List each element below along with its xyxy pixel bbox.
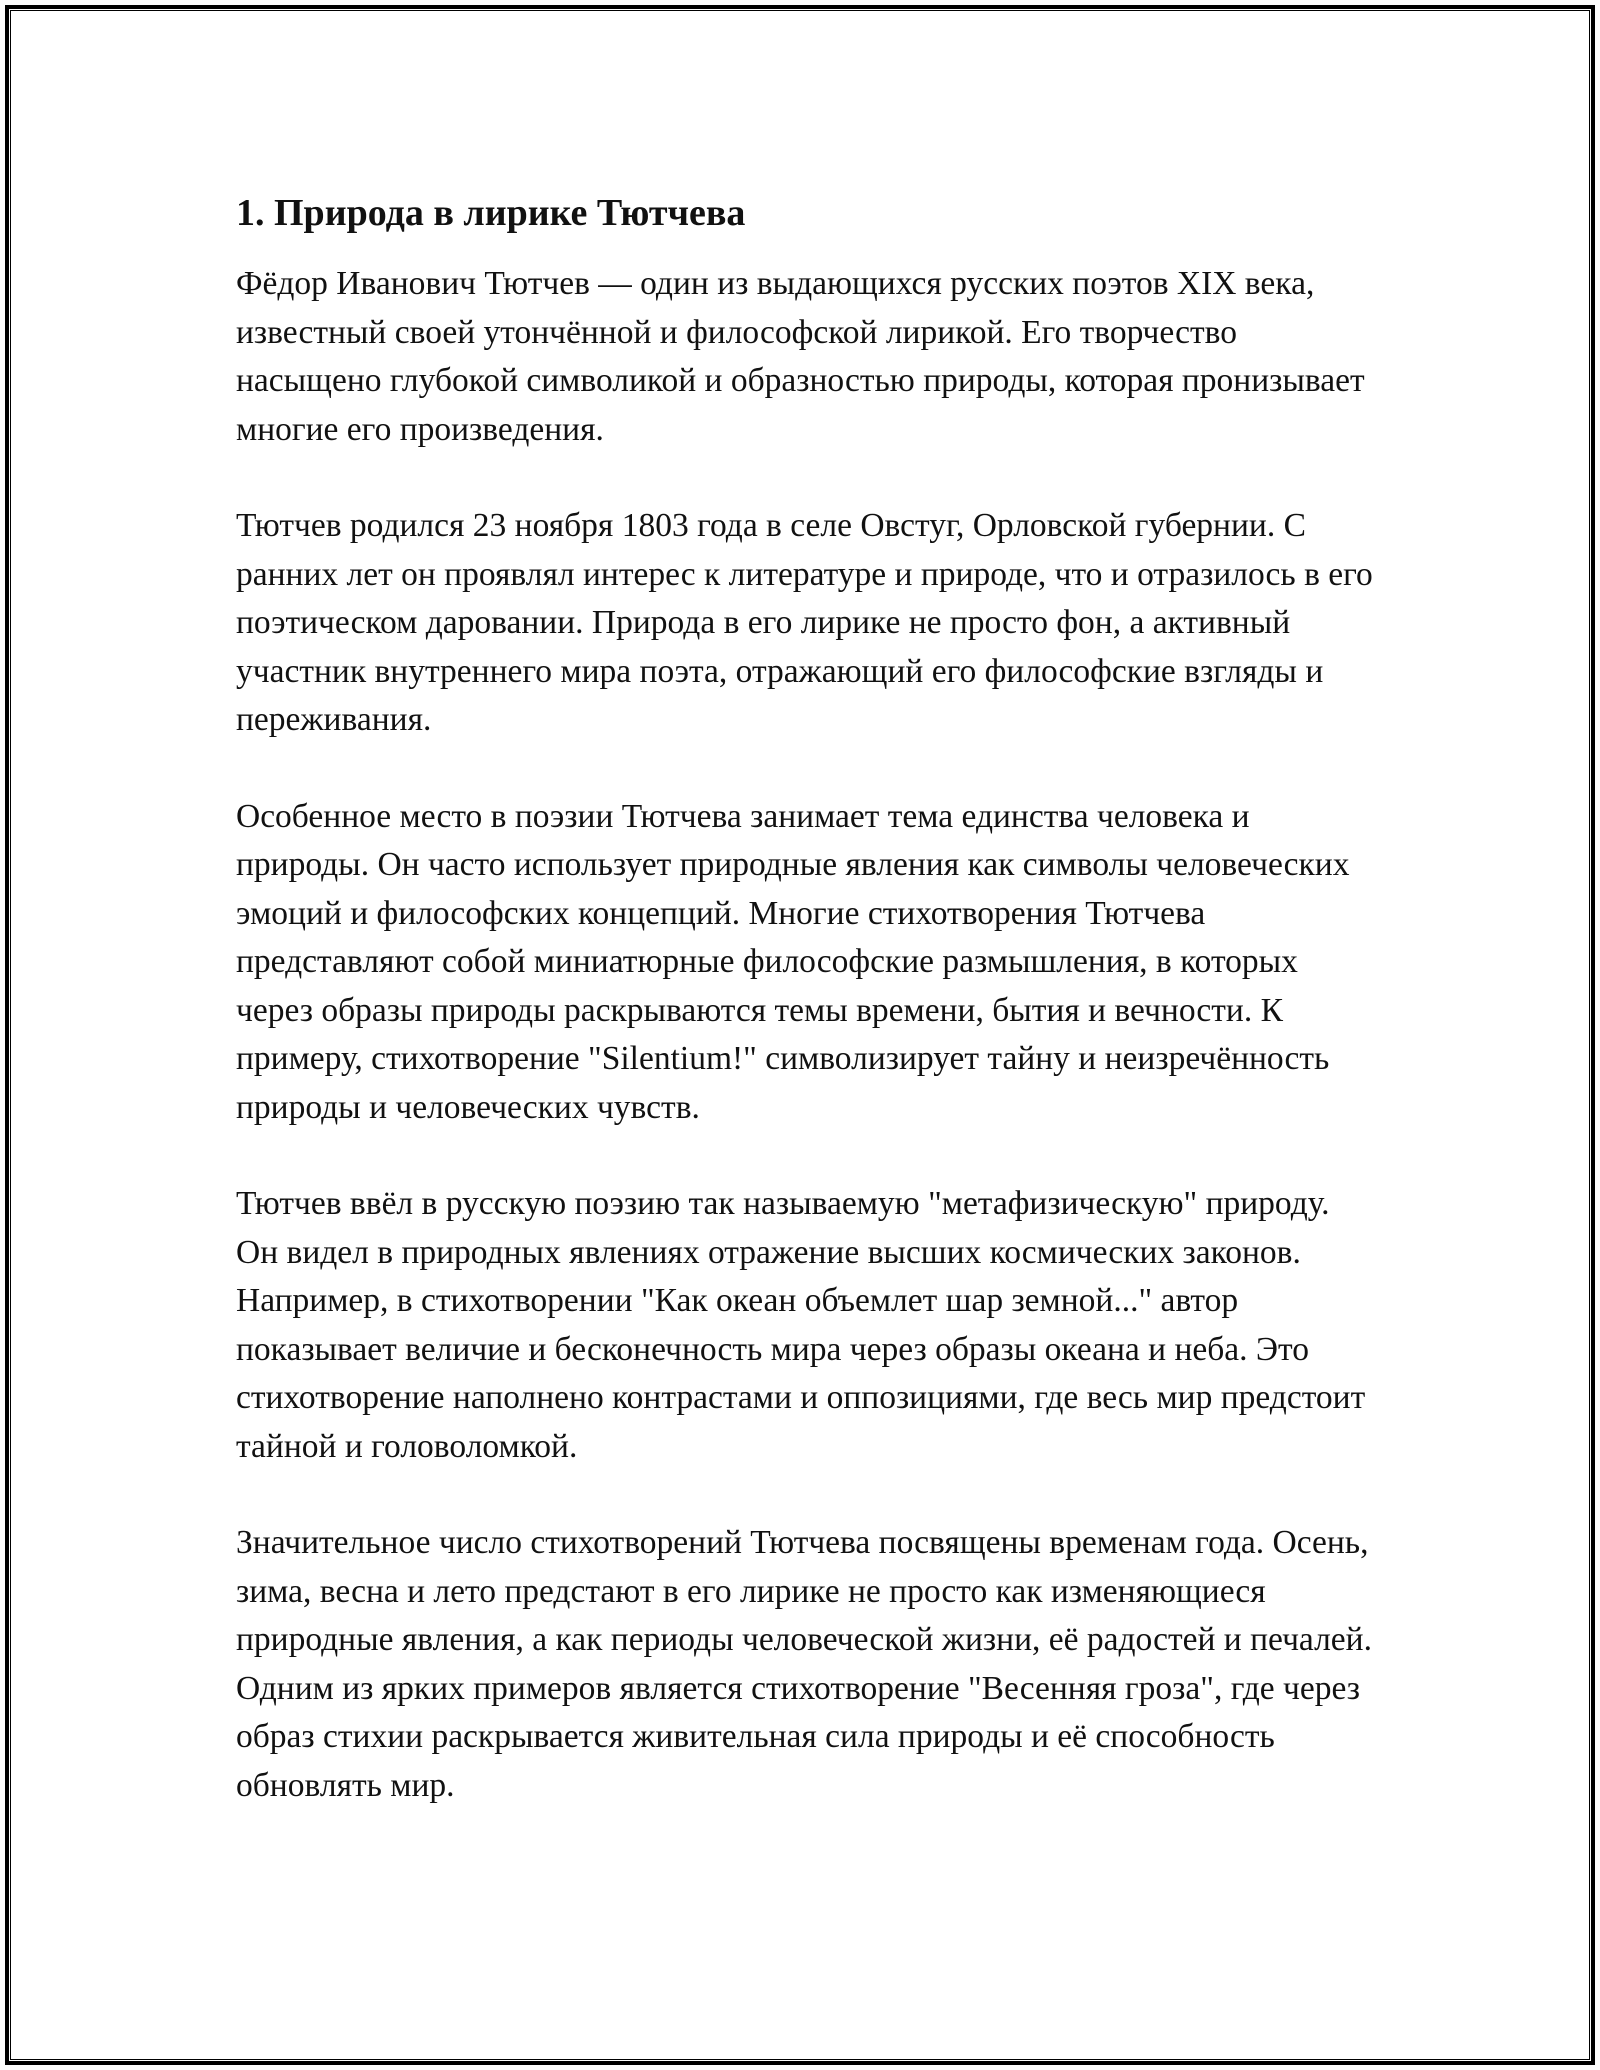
document-body <box>236 186 1376 1858</box>
page-title: 1. Природа в лирике Тютчева <box>236 192 746 234</box>
paragraph-seasons: Значительное число стихотворений Тютчева посвящены временам года. Осень, зима, весна и лето предстают в его лирике не просто как изменяющиеся природные явления, а как периоды человеческой жизни, её радостей и печалей. Одним из ярких примеров является стихотворение "Весенняя гроза", где через образ стихии раскрывается живительная сила природы и её способность обновлять мир. <box>236 1524 1372 1804</box>
paragraph-intro: Фёдор Иванович Тютчев — один из выдающихся русских поэтов XIX века, известный своей утончённой и философской лирикой. Его творчество насыщено глубокой символикой и образностью природы, которая пронизывает многие его произведения. <box>236 265 1365 448</box>
paragraph-unity-of-man-and-nature: Особенное место в поэзии Тютчева занимает тема единства человека и природы. Он часто использует природные явления как символы человеческих эмоций и философских концепций. Многие стихотворения Тютчева представляют собой миниатюрные философские размышления, в которых через образы природы раскрываются темы времени, бытия и вечности. К примеру, стихотворение "Silentium!" символизирует тайну и неизречённость природы и человеческих чувств. <box>236 797 1350 1126</box>
paragraph-metaphysical-nature: Тютчев ввёл в русскую поэзию так называемую "метафизическую" природу. Он видел в природных явлениях отражение высших космических законов. Например, в стихотворении "Как океан объемлет шар земной..." автор показывает величие и бесконечность мира через образы океана и неба. Это стихотворение наполнено контрастами и оппозициями, где весь мир предстоит тайной и головоломкой. <box>236 1185 1366 1465</box>
paragraph-biography: Тютчев родился 23 ноября 1803 года в селе Овстуг, Орловской губернии. С ранних лет он проявлял интерес к литературе и природе, что и отразилось в его поэтическом даровании. Природа в его лирике не просто фон, а активный участник внутреннего мира поэта, отражающий его философские взгляды и переживания. <box>236 507 1373 738</box>
